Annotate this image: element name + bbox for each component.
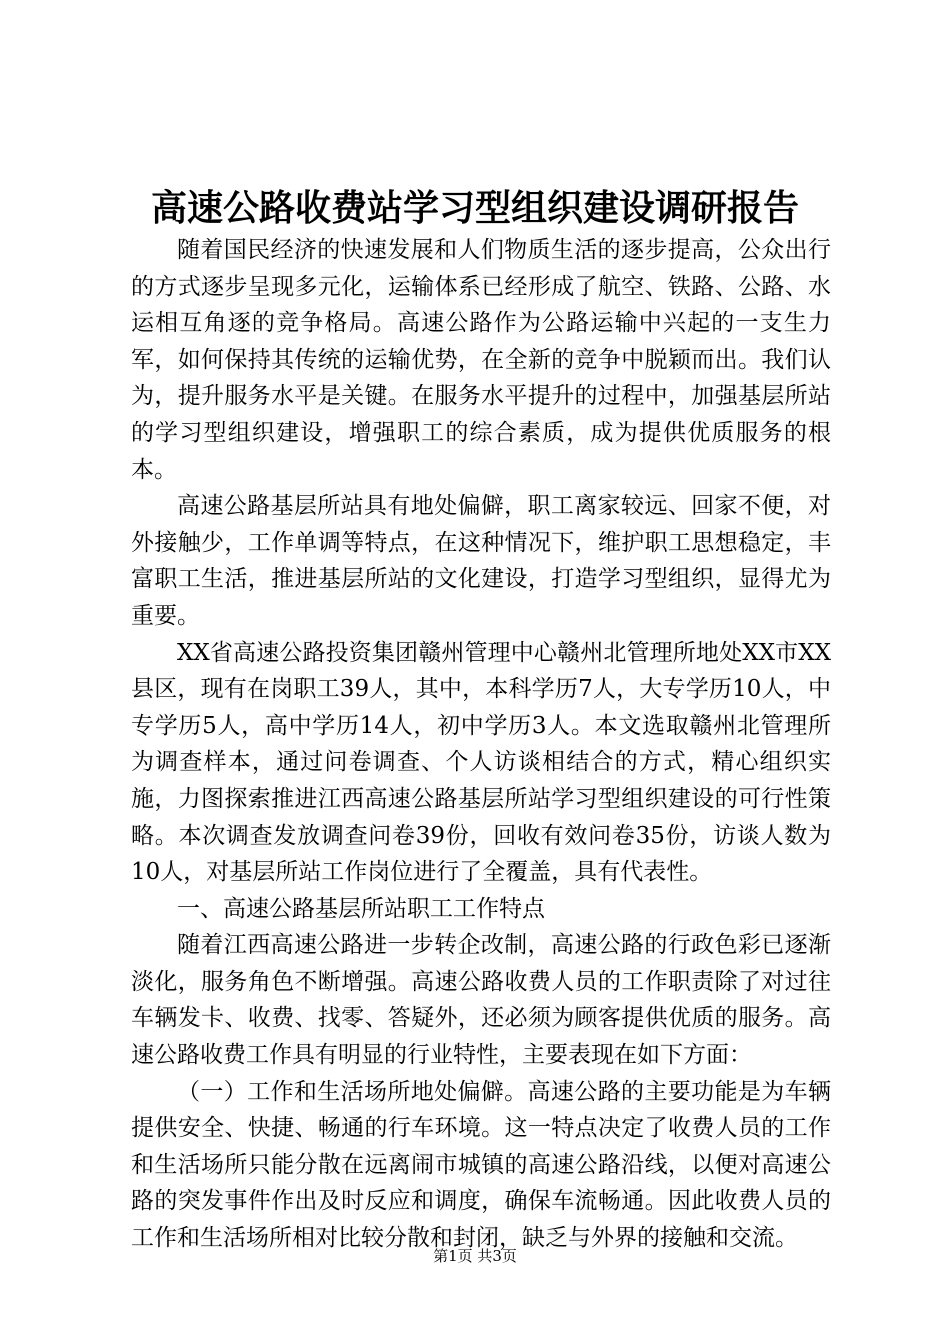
document-body <box>131 232 831 1257</box>
paragraph-characteristics: 随着江西高速公路进一步转企改制，高速公路的行政色彩已逐渐淡化，服务角色不断增强。高速公路收费人员的工作职责除了对过往车辆发卡、收费、找零、答疑外，还必须为顾客提供优质的服务。高速公路收费工作具有明显的行业特性，主要表现在如下方面： <box>131 932 831 1069</box>
paragraph-survey: XX省高速公路投资集团赣州管理中心赣州北管理所地处XX市XX县区，现有在岗职工39人，其中，本科学历7人，大专学历10人，中专学历5人，高中学历14人，初中学历3人。本文选取赣州北管理所为调查样本，通过问卷调查、个人访谈相结合的方式，精心组织实施，力图探索推进江西高速公路基层所站学习型组织建设的可行性策略。本次调查发放调查问卷39份，回收有效问卷35份，访谈人数为10人，对基层所站工作岗位进行了全覆盖，具有代表性。 <box>131 639 831 886</box>
paragraph-item-one: （一）工作和生活场所地处偏僻。高速公路的主要功能是为车辆提供安全、快捷、畅通的行车环境。这一特点决定了收费人员的工作和生活场所只能分散在远离闹市城镇的高速公路沿线，以便对高速公路的突发事件作出及时反应和调度，确保车流畅通。因此收费人员的工作和生活场所相对比较分散和封闭，缺乏与外界的接触和交流。 <box>131 1078 831 1252</box>
section-heading: 一、高速公路基层所站职工工作特点 <box>177 895 545 922</box>
document-title: 高速公路收费站学习型组织建设调研报告 <box>150 187 799 229</box>
page-footer: 第1页 共3页 <box>433 1247 517 1265</box>
paragraph-intro: 随着国民经济的快速发展和人们物质生活的逐步提高，公众出行的方式逐步呈现多元化，运输体系已经形成了航空、铁路、公路、水运相互角逐的竞争格局。高速公路作为公路运输中兴起的一支生力军，如何保持其传统的运输优势，在全新的竞争中脱颖而出。我们认为，提升服务水平是关键。在服务水平提升的过程中，加强基层所站的学习型组织建设，增强职工的综合素质，成为提供优质服务的根本。 <box>131 237 831 483</box>
paragraph-background: 高速公路基层所站具有地处偏僻，职工离家较远、回家不便，对外接触少，工作单调等特点，在这种情况下，维护职工思想稳定，丰富职工生活，推进基层所站的文化建设，打造学习型组织，显得尤为重要。 <box>131 493 831 629</box>
